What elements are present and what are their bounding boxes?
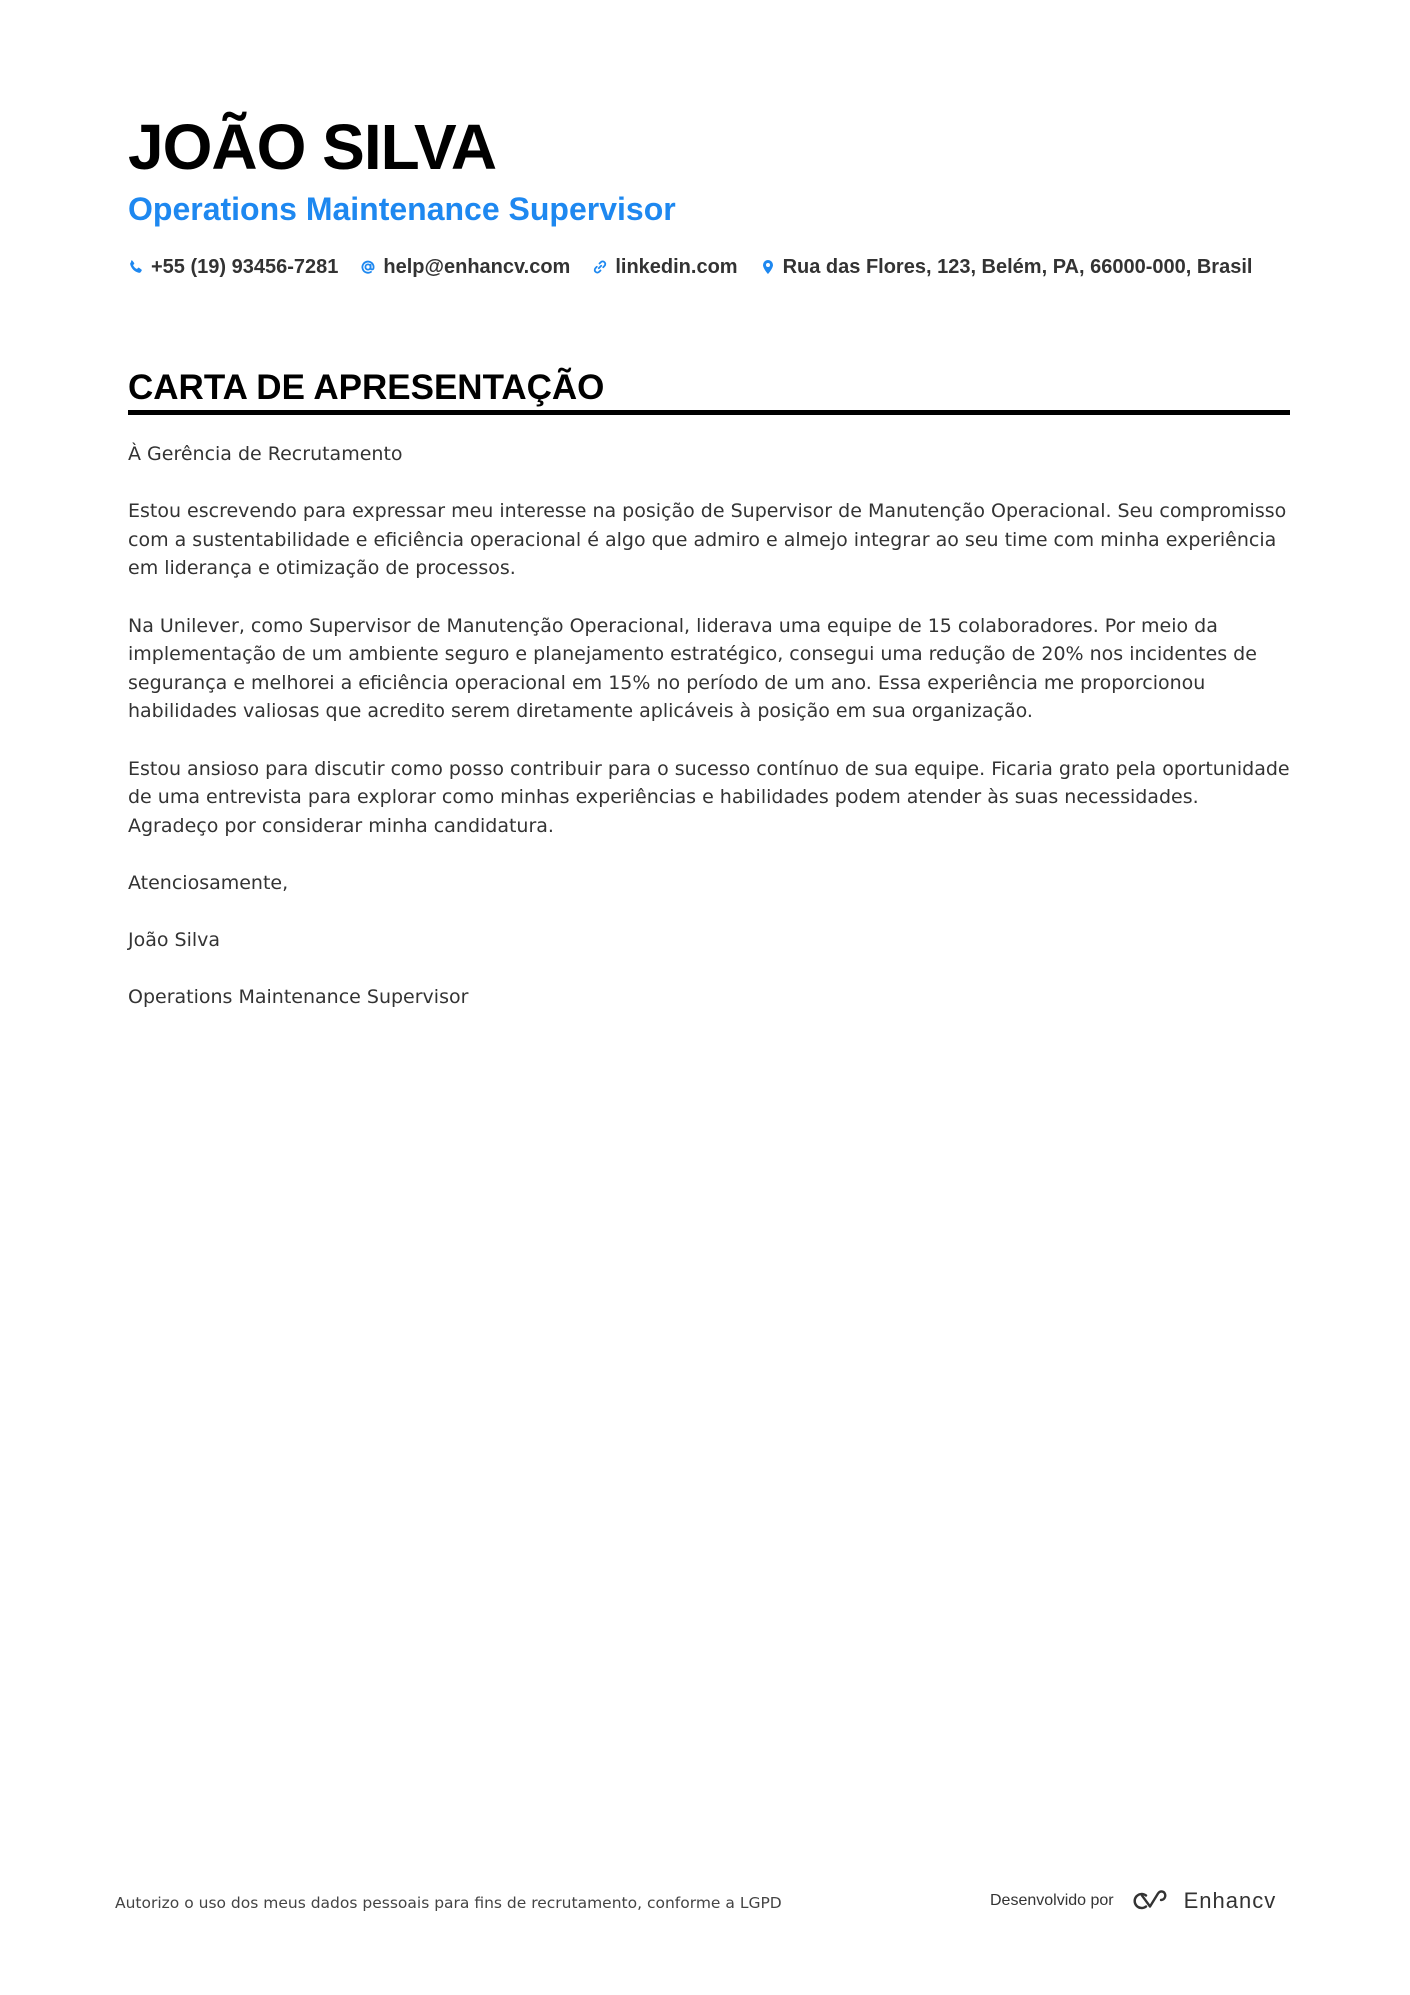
signature-title: Operations Maintenance Supervisor [128, 986, 469, 1009]
powered-by-label: Desenvolvido por [990, 1892, 1114, 1909]
consent-note: Autorizo o uso dos meus dados pessoais para fins de recrutamento, conforme a LGPD [115, 1894, 782, 1912]
contact-phone-text: +55 (19) 93456-7281 [151, 256, 339, 278]
footer-brand[interactable] [990, 1888, 1276, 1914]
candidate-name: JOÃO SILVA [128, 111, 497, 183]
section-divider [128, 410, 1290, 415]
phone-icon [128, 259, 144, 275]
letter-closing: Atenciosamente, [128, 871, 289, 894]
contact-bar [128, 252, 1274, 282]
signature-name: João Silva [128, 929, 221, 952]
letter-paragraph: Na Unilever, como Supervisor de Manutenção Operacional, liderava uma equipe de 15 colaboradores. Por meio da implementação de um ambiente seguro e planejamento estratégico, consegui uma redução de 20% nos incidentes de segurança e melhorei a eficiência operacional em 15% no período de um ano. Essa experiência me proporcionou habilidades valiosas que acredito serem diretamente aplicáveis à posição em sua organização. [128, 614, 1257, 723]
location-pin-icon [760, 259, 776, 275]
link-icon [592, 259, 608, 275]
contact-email[interactable] [360, 252, 570, 282]
contact-linkedin-text: linkedin.com [615, 256, 738, 278]
brand-name: Enhancv [1183, 1888, 1277, 1913]
enhancv-logo-icon [1126, 1888, 1172, 1914]
contact-address-text: Rua das Flores, 123, Belém, PA, 66000-000, Brasil [782, 256, 1253, 278]
at-sign-icon [360, 259, 376, 275]
contact-address [760, 252, 1253, 282]
letter-body [128, 440, 1290, 1040]
contact-email-text: help@enhancv.com [383, 256, 571, 278]
candidate-role: Operations Maintenance Supervisor [128, 191, 676, 227]
section-title: CARTA DE APRESENTAÇÃO [128, 368, 605, 407]
letter-paragraph: Estou ansioso para discutir como posso contribuir para o sucesso contínuo de sua equipe. Ficaria grato pela oportunidade de uma entrevista para explorar como minhas experiências e habilidades podem atender às suas necessidades. Agradeço por considerar minha candidatura. [128, 757, 1290, 837]
contact-linkedin[interactable] [592, 252, 737, 282]
letter-salutation: À Gerência de Recrutamento [128, 443, 403, 465]
letter-paragraph: Estou escrevendo para expressar meu interesse na posição de Supervisor de Manutenção Operacional. Seu compromisso com a sustentabilidade e eficiência operacional é algo que admiro e almejo integrar ao seu time com minha experiência em liderança e otimização de processos. [128, 500, 1287, 580]
contact-phone[interactable] [128, 252, 338, 282]
